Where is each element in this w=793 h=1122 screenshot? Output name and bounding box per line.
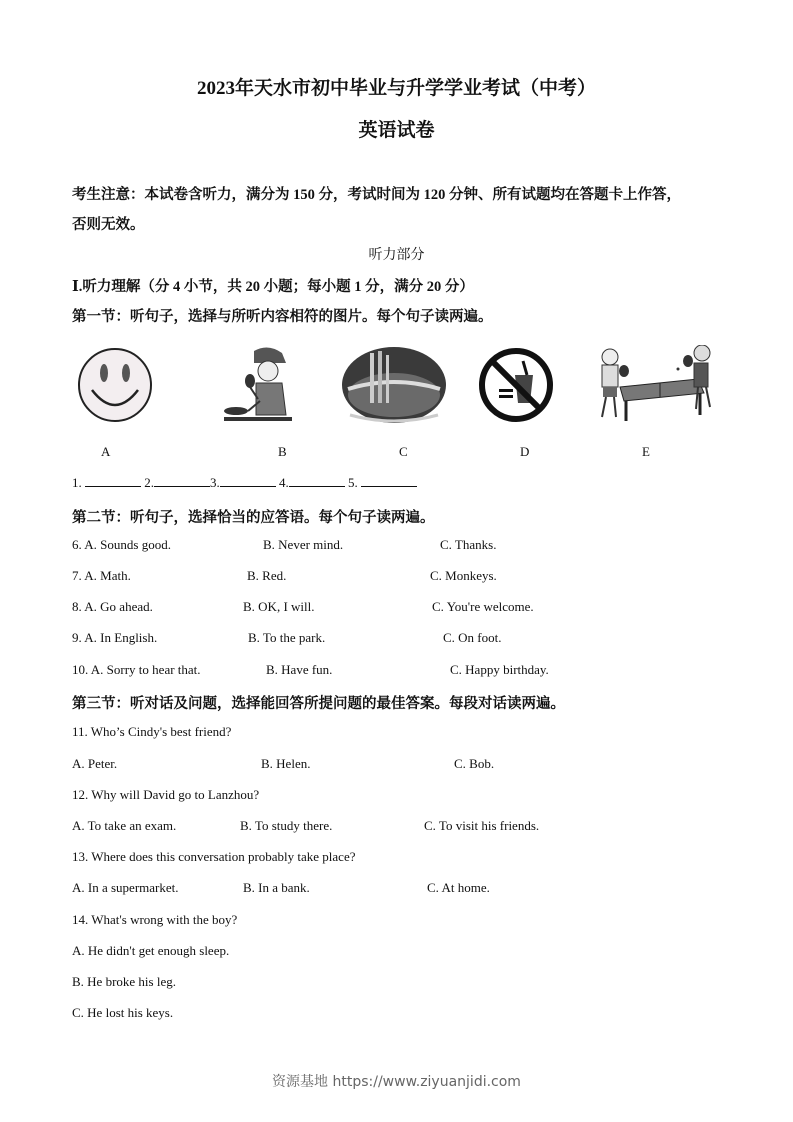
blank-label-5: 5. [348, 475, 358, 490]
q6-option-c: C. Thanks. [440, 537, 497, 552]
q11-question: 11. Who’s Cindy's best friend? [72, 724, 232, 739]
answer-blank-3[interactable] [220, 475, 276, 487]
smiley-face-icon [76, 345, 154, 425]
girl-cooking-icon [220, 345, 300, 425]
answer-blanks-row [72, 475, 417, 491]
answer-blank-4[interactable] [289, 475, 345, 487]
exam-title: 2023年天水市初中毕业与升学学业考试（中考） [196, 78, 596, 99]
listening-part-title: 听力部分 [368, 248, 425, 263]
q10-option-a: 10. A. Sorry to hear that. [72, 662, 201, 677]
notice-line-1: 考生注意：本试卷含听力，满分为 150 分，考试时间为 120 分钟、所有试题均在答题卡上作答， [72, 187, 681, 203]
picture-e-ping-pong [594, 345, 718, 425]
q9-option-c: C. On foot. [443, 630, 502, 645]
sec3-heading: 第三节：听对话及问题，选择能回答所提问题的最佳答案。每段对话读两遍。 [72, 696, 565, 712]
notice-line-2: 否则无效。 [72, 217, 145, 233]
q11-option-c: C. Bob. [454, 756, 495, 771]
picture-d-no-eating [477, 345, 555, 425]
q6-option-b: B. Never mind. [263, 537, 344, 552]
picture-label-c: C [399, 444, 408, 459]
answer-blank-1[interactable] [85, 475, 141, 487]
answer-blank-5[interactable] [361, 475, 417, 487]
blank-label-4: 4. [279, 475, 289, 490]
q6-option-a: 6. A. Sounds good. [72, 537, 171, 552]
q9-option-a: 9. A. In English. [72, 630, 158, 645]
sec2-heading: 第二节：听句子，选择恰当的应答语。每个句子读两遍。 [72, 510, 435, 526]
q11-option-a: A. Peter. [72, 756, 118, 771]
blank-label-2: 2. [144, 475, 154, 490]
q10-option-c: C. Happy birthday. [450, 662, 549, 677]
blank-label-3: 3. [210, 475, 220, 490]
q14-question: 14. What's wrong with the boy? [72, 912, 238, 927]
noodles-bowl-icon [340, 345, 448, 425]
q9-option-b: B. To the park. [248, 630, 326, 645]
q8-option-b: B. OK, I will. [243, 599, 315, 614]
blank-label-1: 1. [72, 475, 82, 490]
picture-b-cooking [220, 345, 300, 425]
q12-question: 12. Why will David go to Lanzhou? [72, 787, 260, 802]
picture-c-noodles [340, 345, 448, 425]
picture-label-e: E [642, 444, 650, 459]
q13-option-a: A. In a supermarket. [72, 880, 179, 895]
picture-label-a: A [101, 444, 111, 459]
picture-label-b: B [278, 444, 287, 459]
picture-a-smiley [76, 345, 154, 425]
q7-option-c: C. Monkeys. [430, 568, 497, 583]
section-heading: Ⅰ.听力理解（分 4 小节，共 20 小题；每小题 1 分，满分 20 分） [72, 279, 474, 295]
picture-label-d: D [520, 444, 530, 459]
q12-option-b: B. To study there. [240, 818, 333, 833]
q10-option-b: B. Have fun. [266, 662, 333, 677]
q13-option-b: B. In a bank. [243, 880, 310, 895]
q13-option-c: C. At home. [427, 880, 490, 895]
no-food-drink-icon [477, 345, 555, 425]
q8-option-a: 8. A. Go ahead. [72, 599, 153, 614]
q12-option-c: C. To visit his friends. [424, 818, 540, 833]
ping-pong-players-icon [594, 345, 718, 425]
answer-blank-2[interactable] [154, 475, 210, 487]
q13-question: 13. Where does this conversation probably take place? [72, 849, 356, 864]
q14-option-a: A. He didn't get enough sleep. [72, 943, 230, 958]
q12-option-a: A. To take an exam. [72, 818, 177, 833]
q11-option-b: B. Helen. [261, 756, 311, 771]
q7-option-a: 7. A. Math. [72, 568, 131, 583]
sec1-heading: 第一节：听句子，选择与所听内容相符的图片。每个句子读两遍。 [72, 309, 493, 325]
exam-subtitle: 英语试卷 [358, 120, 435, 141]
q14-option-b: B. He broke his leg. [72, 974, 176, 989]
q8-option-c: C. You're welcome. [432, 599, 534, 614]
q7-option-b: B. Red. [247, 568, 287, 583]
q14-option-c: C. He lost his keys. [72, 1005, 174, 1020]
footer-watermark: 资源基地 https://www.ziyuanjidi.com [272, 1074, 521, 1090]
